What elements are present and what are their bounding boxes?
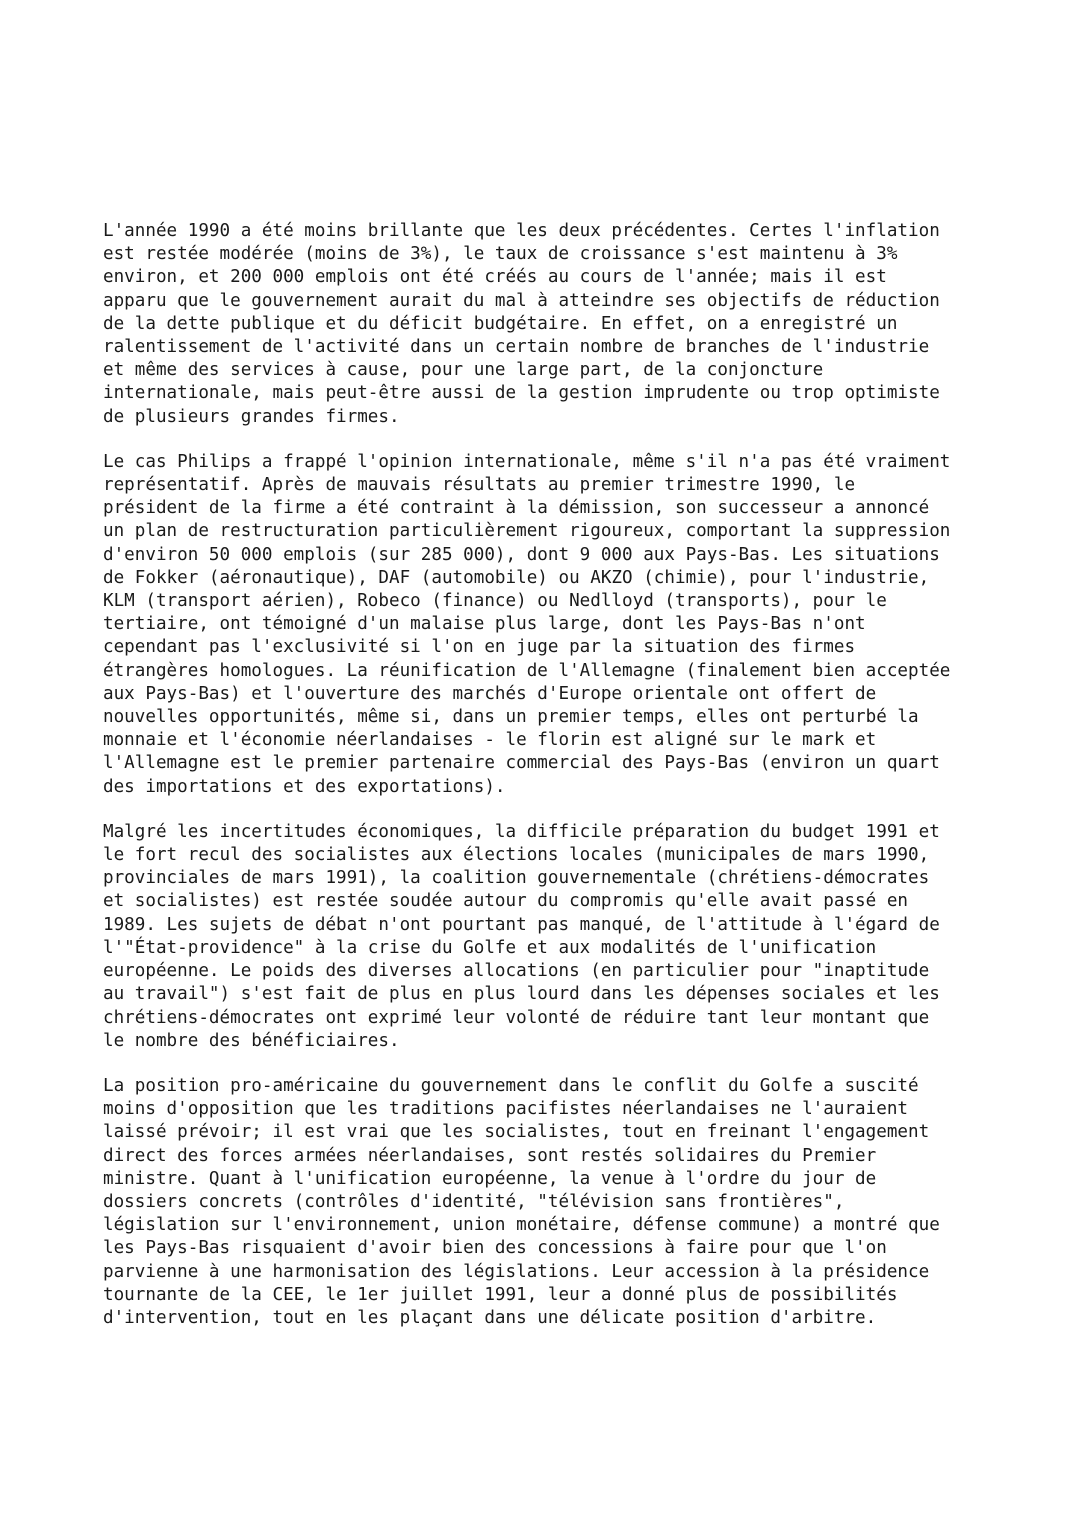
paragraph-1: L'année 1990 a été moins brillante que les deux précédentes. Certes l'inflation est restée modérée (moins de 3%), le taux de croissance s'est maintenu à 3% environ, et 200 000 emplois ont été créés au cours de l'année; mais il est apparu que le gouvernement aurait du mal à atteindre ses objectifs de réduction de la dette publique et du déficit budgétaire. En effet, on a enregistré un ralentissement de l'activité dans un certain nombre de branches de l'industrie et même des services à cause, pour une large part, de la conjoncture internationale, mais peut-être aussi de la gestion imprudente ou trop optimiste de plusieurs grandes firmes.	[103, 221, 940, 427]
paragraph-2: Le cas Philips a frappé l'opinion internationale, même s'il n'a pas été vraiment représentatif. Après de mauvais résultats au premier trimestre 1990, le président de la firme a été contraint à la démission, son successeur a annoncé un plan de restructuration particulièrement rigoureux, comportant la suppression d'environ 50 000 emplois (sur 285 000), dont 9 000 aux Pays-Bas. Les situations de Fokker (aéronautique), DAF (automobile) ou AKZO (chimie), pour l'industrie, KLM (transport aérien), Robeco (finance) ou Nedlloyd (transports), pour le tertiaire, ont témoigné d'un malaise plus large, dont les Pays-Bas n'ont cependant pas l'exclusivité si l'on en juge par la situation des firmes étrangères homologues. La réunification de l'Allemagne (finalement bien acceptée aux Pays-Bas) et l'ouverture des marchés d'Europe orientale ont offert de nouvelles opportunités, même si, dans un premier temps, elles ont perturbé la monnaie et l'économie néerlandaises - le florin est aligné sur le mark et l'Allemagne est le premier partenaire commercial des Pays-Bas (environ un quart des importations et des exportations).	[103, 451, 951, 797]
paragraph-3: Malgré les incertitudes économiques, la difficile préparation du budget 1991 et le fort recul des socialistes aux élections locales (municipales de mars 1990, provinciales de mars 1991), la coalition gouvernementale (chrétiens-démocrates et socialistes) est restée soudée autour du compromis qu'elle avait passé en 1989. Les sujets de débat n'ont pourtant pas manqué, de l'attitude à l'égard de l'"État-providence" à la crise du Golfe et aux modalités de l'unification européenne. Le poids des diverses allocations (en particulier pour "inaptitude au travail") s'est fait de plus en plus lourd dans les dépenses sociales et les chrétiens-démocrates ont exprimé leur volonté de réduire tant leur montant que le nombre des bénéficiaires.	[103, 821, 940, 1051]
paragraph-4: La position pro-américaine du gouvernement dans le conflit du Golfe a suscité moins d'opposition que les traditions pacifistes néerlandaises ne l'auraient laissé prévoir; il est vrai que les socialistes, tout en freinant l'engagement direct des forces armées néerlandaises, sont restés solidaires du Premier ministre. Quant à l'unification européenne, la venue à l'ordre du jour de dossiers concrets (contrôles d'identité, "télévision sans frontières", législation sur l'environnement, union monétaire, défense commune) a montré que les Pays-Bas risquaient d'avoir bien des concessions à faire pour que l'on parvienne à une harmonisation des législations. Leur accession à la présidence tournante de la CEE, le 1er juillet 1991, leur a donné plus de possibilités d'intervention, tout en les plaçant dans une délicate position d'arbitre.	[103, 1075, 940, 1328]
document-page	[103, 220, 1003, 1352]
